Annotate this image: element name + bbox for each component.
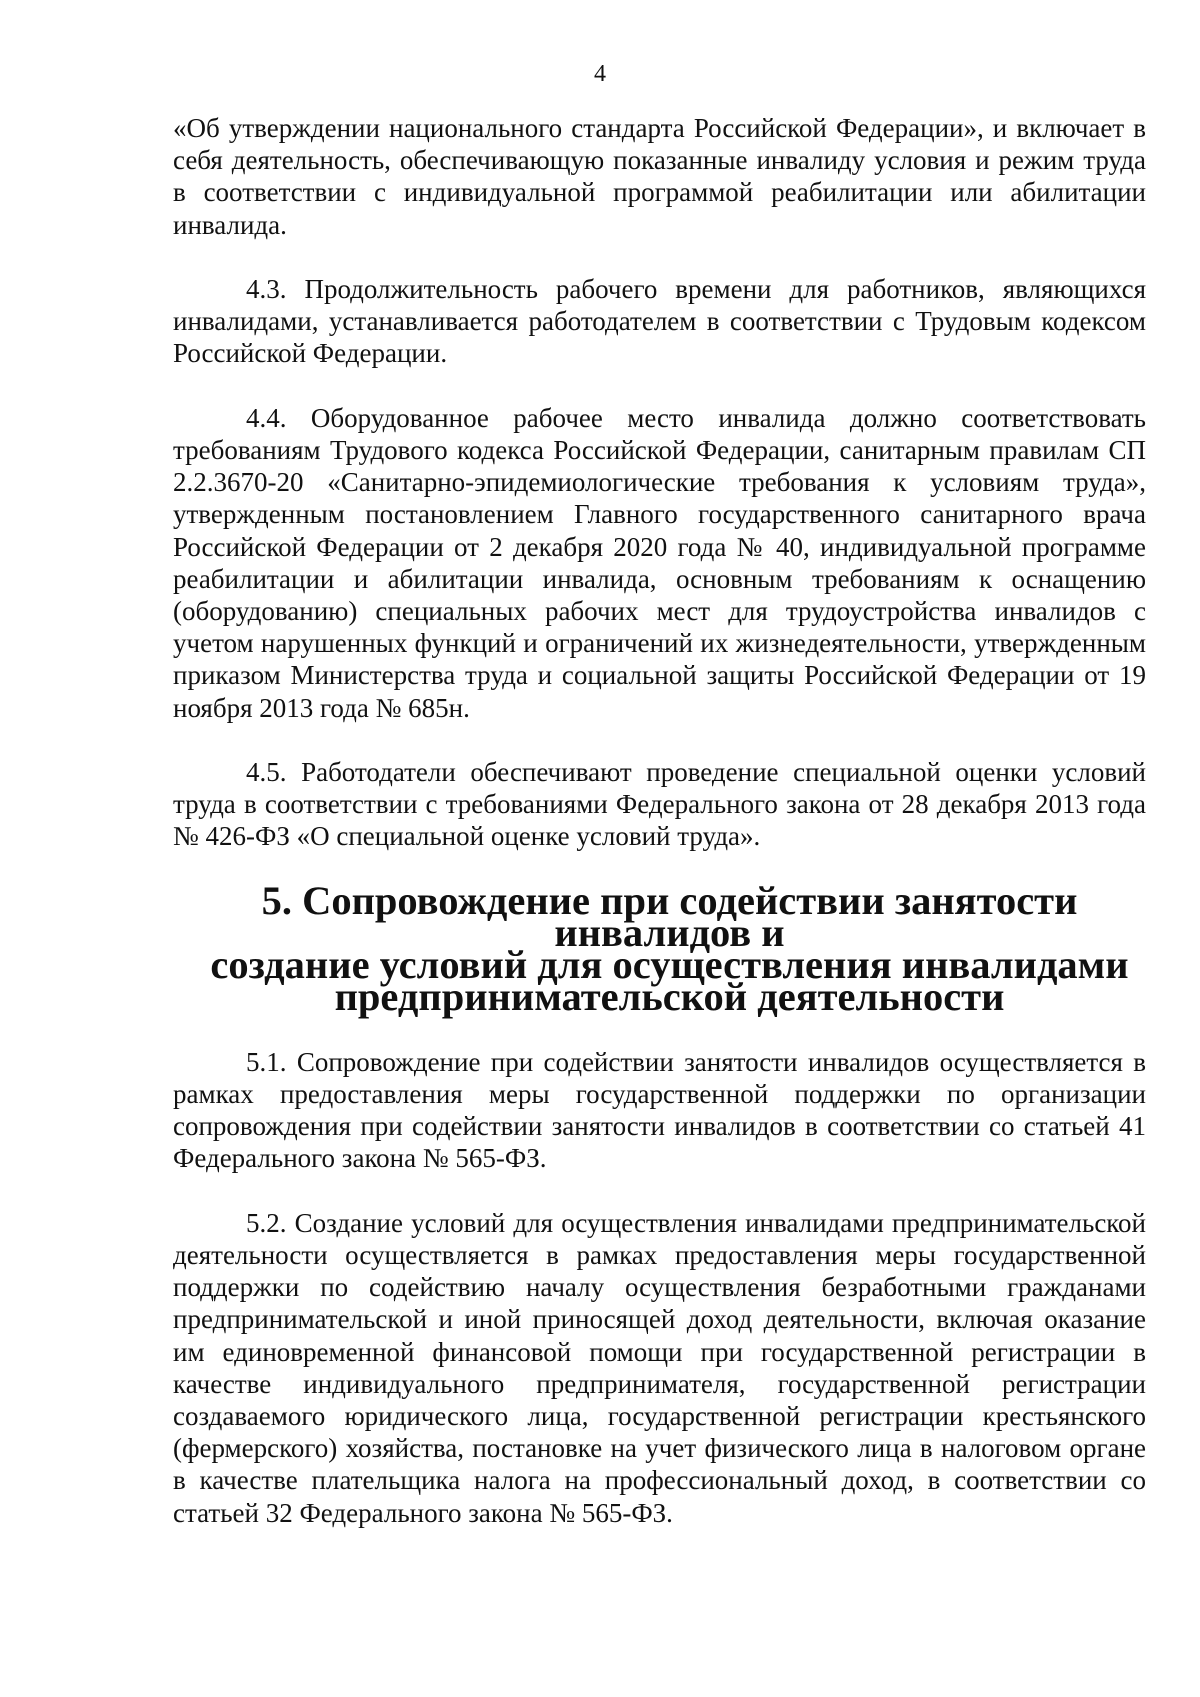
page-number: 4 xyxy=(594,61,606,87)
paragraph-4-4: 4.4. Оборудованное рабочее место инвалида должно соответствовать требованиям Трудового кодекса Российской Федерации, санитарным правилам СП 2.2.3670-20 «Санитарно-эпидемиологические требования к условиям труда», утвержденным постановлением Главного государственного санитарного врача Российской Федерации от 2 декабря 2020 года № 40, индивидуальной программе реабилитации и абилитации инвалида, основным требованиям к оснащению (оборудованию) специальных рабочих мест для трудоустройства инвалидов с учетом нарушенных функций и ограничений их жизнедеятельности, утвержденным приказом Министерства труда и социальной защиты Российской Федерации от 19 ноября 2013 года № 685н. xyxy=(173,402,1146,723)
section-heading-line: создание условий для осуществления инвалидами xyxy=(210,942,1129,988)
continued-paragraph: «Об утверждении национального стандарта Российской Федерации», и включает в себя деятельность, обеспечивающую показанные инвалиду условия и режим труда в соответствии с индивидуальной программой реабилитации или абилитации инвалида. xyxy=(173,113,1146,240)
paragraph-4-3: 4.3. Продолжительность рабочего времени для работников, являющихся инвалидами, устанавливается работодателем в соответствии с Трудовым кодексом Российской Федерации. xyxy=(173,274,1146,369)
section-heading-line: 5. Сопровождение при содействии занятости инвалидов и xyxy=(261,877,1078,956)
paragraph-5-1: 5.1. Сопровождение при содействии занятости инвалидов осуществляется в рамках предоставления меры государственной поддержки по организации сопровождения при содействии занятости инвалидов в соответствии со статьей 41 Федерального закона № 565-ФЗ. xyxy=(173,1046,1146,1174)
paragraph-4-5: 4.5. Работодатели обеспечивают проведение специальной оценки условий труда в соответствии с требованиями Федерального закона от 28 декабря 2013 года № 426-ФЗ «О специальной оценке условий труда». xyxy=(173,757,1146,852)
section-heading-line: предпринимательской деятельности xyxy=(334,974,1005,1020)
document-body xyxy=(173,112,1146,1561)
paragraph-5-2: 5.2. Создание условий для осуществления инвалидами предпринимательской деятельности осуществляется в рамках предоставления меры государственной поддержки по содействию началу осуществления безработными гражданами предпринимательской и иной приносящей доход деятельности, включая оказание им единовременной финансовой помощи при государственной регистрации в качестве индивидуального предпринимателя, государственной регистрации создаваемого юридического лица, государственной регистрации крестьянского (фермерского) хозяйства, постановке на учет физического лица в налоговом органе в качестве плательщика налога на профессиональный доход, в соответствии со статьей 32 Федерального закона № 565-ФЗ. xyxy=(173,1207,1146,1528)
section-5-heading xyxy=(173,877,1146,1020)
